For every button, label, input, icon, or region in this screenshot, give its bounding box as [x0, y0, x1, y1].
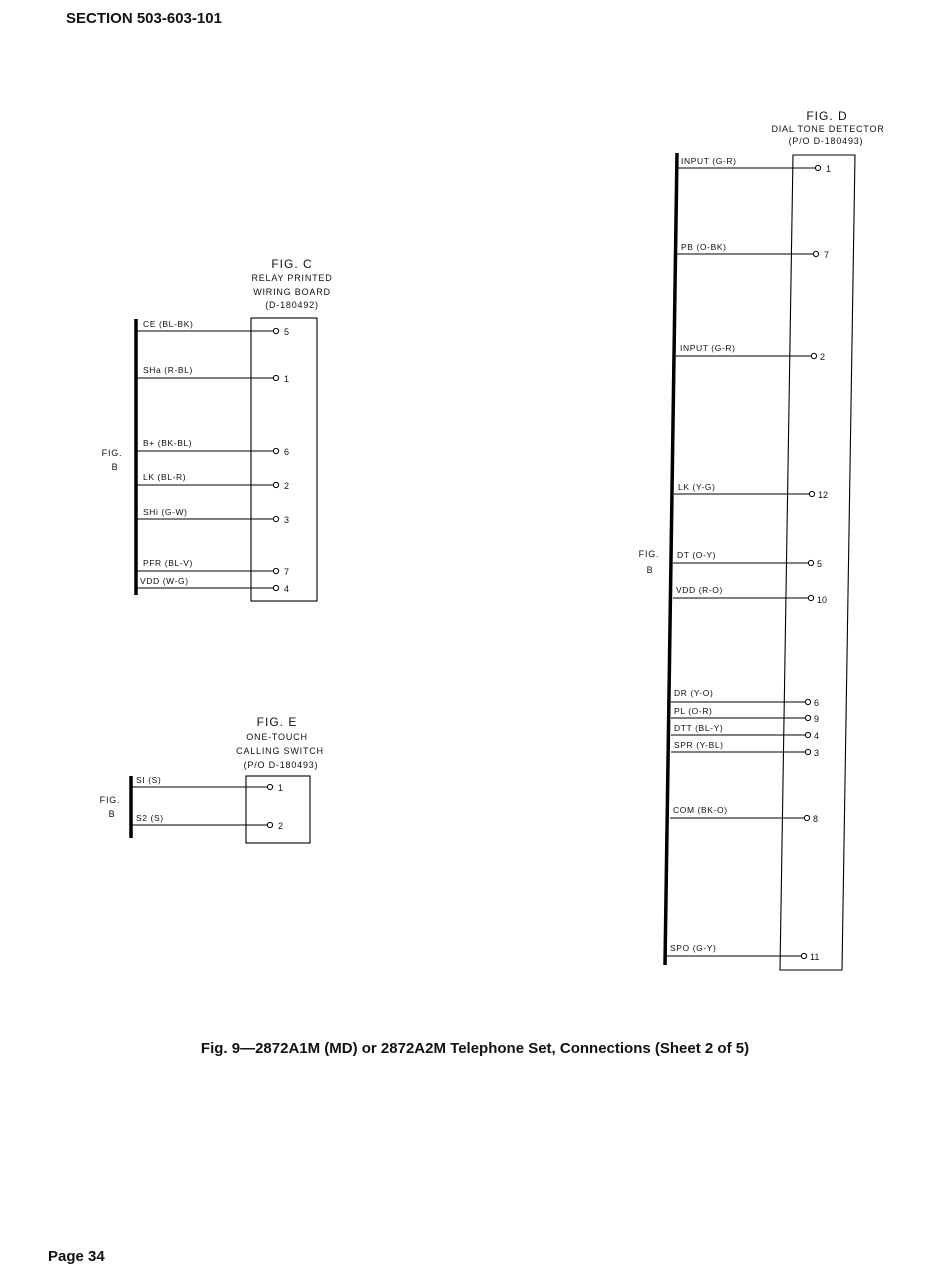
fig-d-lead-label: LK (Y-G) — [678, 482, 716, 492]
fig-e-side-fig: FIG. — [99, 795, 121, 805]
fig-c-side-fig: FIG. — [101, 448, 123, 458]
fig-d-lead-label: INPUT (G-R) — [680, 343, 736, 353]
fig-c-lead — [137, 576, 289, 594]
fig-e-subtitle-2: CALLING SWITCH — [236, 746, 324, 756]
fig-c-side-b: B — [111, 462, 119, 472]
fig-c-lead-label: VDD (W-G) — [140, 576, 189, 586]
fig-d-pin: 10 — [817, 595, 828, 605]
fig-d-subtitle-2: (P/O D-180493) — [788, 136, 864, 146]
fig-d-lead — [670, 805, 818, 824]
fig-d-lead-label: COM (BK-O) — [673, 805, 728, 815]
fig-d-side-fig: FIG. — [638, 549, 660, 559]
fig-d-lead — [667, 943, 819, 962]
fig-c-pin: 4 — [284, 584, 290, 594]
fig-d-pin: 3 — [814, 748, 820, 758]
fig-c-lead-label: CE (BL-BK) — [143, 319, 194, 329]
page-number: Page 34 — [48, 1248, 105, 1265]
fig-e-subtitle-3: (P/O D-180493) — [243, 760, 319, 770]
fig-d-lead — [671, 723, 819, 741]
fig-d-lead — [677, 242, 829, 260]
fig-e-lead-label: SI (S) — [136, 775, 162, 785]
fig-e-lead — [132, 775, 283, 793]
fig-e-pin: 1 — [278, 783, 284, 793]
fig-d-lead — [676, 343, 825, 362]
fig-c-pin: 2 — [284, 481, 290, 491]
fig-c-lead — [137, 319, 289, 337]
fig-e-lead-label: S2 (S) — [136, 813, 164, 823]
fig-d-lead-label: INPUT (G-R) — [681, 156, 737, 166]
fig-d-lead-label: PL (O-R) — [674, 706, 713, 716]
fig-d-side-b: B — [646, 565, 654, 575]
fig-d-lead-label: SPO (G-Y) — [670, 943, 717, 953]
fig-c-lead — [137, 472, 289, 491]
fig-e — [100, 715, 324, 843]
fig-c-lead-label: PFR (BL-V) — [143, 558, 193, 568]
figure-caption: Fig. 9—2872A1M (MD) or 2872A2M Telephone Set, Connections (Sheet 2 of 5) — [200, 1040, 750, 1057]
fig-d-pin: 2 — [820, 352, 826, 362]
fig-d-pin: 7 — [824, 250, 830, 260]
fig-e-title: FIG. E — [256, 715, 298, 729]
fig-d-pin: 11 — [810, 952, 820, 962]
fig-d-lead-label: VDD (R-O) — [676, 585, 723, 595]
fig-c-lead-label: B+ (BK-BL) — [143, 438, 193, 448]
fig-c-board-box — [251, 318, 317, 601]
fig-d-lead-label: DTT (BL-Y) — [674, 723, 724, 733]
fig-c-lead — [137, 438, 289, 457]
fig-c-pin: 6 — [284, 447, 290, 457]
fig-c-subtitle-2: WIRING BOARD — [253, 287, 331, 297]
fig-c-subtitle-1: RELAY PRINTED — [251, 273, 333, 283]
fig-d-lead — [673, 585, 827, 605]
fig-c-title: FIG. C — [271, 257, 313, 271]
fig-d-lead-label: DR (Y-O) — [674, 688, 714, 698]
fig-d — [639, 109, 885, 970]
fig-d-lead — [674, 482, 828, 500]
fig-e-pin: 2 — [278, 821, 284, 831]
fig-d-pin: 5 — [817, 559, 823, 569]
fig-c-pin: 3 — [284, 515, 290, 525]
fig-d-lead — [671, 706, 819, 724]
fig-c-lead — [137, 507, 289, 525]
fig-c-lead — [137, 365, 289, 384]
fig-e-lead — [132, 813, 283, 831]
fig-e-side-b: B — [108, 809, 116, 819]
fig-d-pin: 12 — [818, 490, 829, 500]
fig-d-lead — [671, 740, 819, 758]
fig-c — [102, 257, 333, 601]
fig-c-lead — [137, 558, 289, 577]
fig-c-subtitle-3: (D-180492) — [265, 300, 319, 310]
fig-d-lead — [673, 550, 822, 569]
fig-d-lead-label: SPR (Y-BL) — [674, 740, 724, 750]
fig-d-lead — [678, 156, 831, 174]
fig-d-lead — [671, 688, 819, 708]
fig-d-subtitle-1: DIAL TONE DETECTOR — [771, 124, 885, 134]
fig-d-pin: 6 — [814, 698, 820, 708]
fig-c-lead-label: SHi (G-W) — [143, 507, 188, 517]
fig-d-title: FIG. D — [806, 109, 848, 123]
fig-c-lead-label: LK (BL-R) — [143, 472, 187, 482]
fig-d-pin: 1 — [826, 164, 832, 174]
fig-c-pin: 7 — [284, 567, 290, 577]
fig-d-bus-bar — [665, 153, 677, 965]
fig-d-pin: 4 — [814, 731, 820, 741]
fig-d-lead-label: PB (O-BK) — [681, 242, 727, 252]
fig-d-pin: 8 — [813, 814, 819, 824]
fig-d-lead-label: DT (O-Y) — [677, 550, 717, 560]
fig-c-pin: 5 — [284, 327, 290, 337]
section-header: SECTION 503-603-101 — [66, 10, 222, 27]
fig-c-lead-label: SHa (R-BL) — [143, 365, 193, 375]
fig-c-pin: 1 — [284, 374, 290, 384]
fig-d-pin: 9 — [814, 714, 820, 724]
fig-e-subtitle-1: ONE-TOUCH — [246, 732, 308, 742]
